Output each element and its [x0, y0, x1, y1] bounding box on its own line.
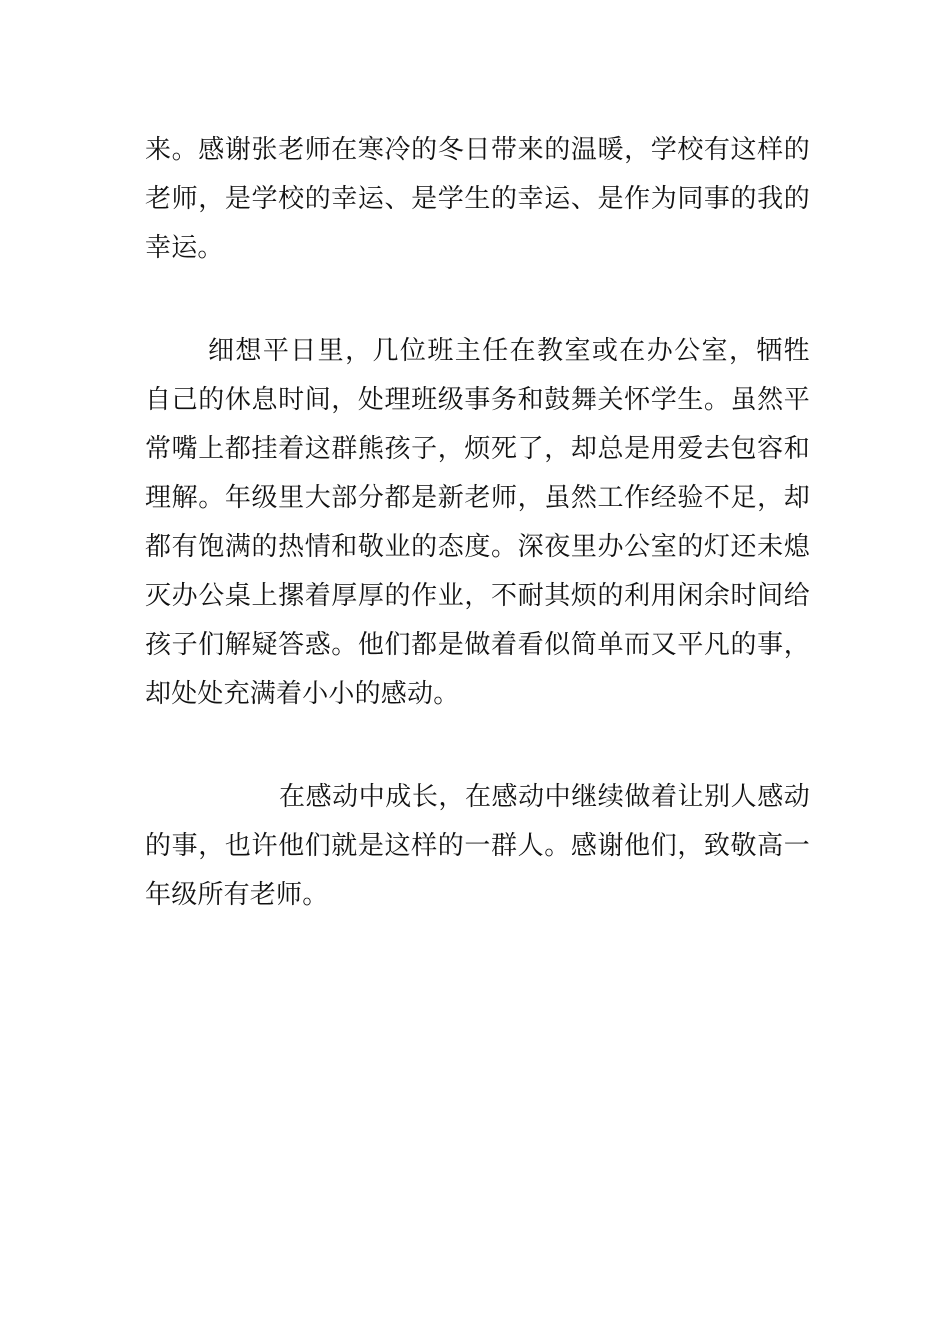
- paragraph-3: 在感动中成长，在感动中继续做着让别人感动的事，也许他们就是这样的一群人。感谢他们，致敬高一年级所有老师。: [145, 782, 810, 910]
- paragraph-2: 细想平日里，几位班主任在教室或在办公室，牺牲自己的休息时间，处理班级事务和鼓舞关怀学生。虽然平常嘴上都挂着这群熊孩子，烦死了，却总是用爱去包容和理解。年级里大部分都是新老师，虽然工作经验不足，却都有饱满的热情和敬业的态度。深夜里办公室的灯还未熄灭办公桌上摞着厚厚的作业，不耐其烦的利用闲余时间给孩子们解疑答惑。他们都是做着看似简单而又平凡的事，却处处充满着小小的感动。: [145, 336, 810, 709]
- paragraph-1: 来。感谢张老师在寒冷的冬日带来的温暖，学校有这样的老师，是学校的幸运、是学生的幸运、是作为同事的我的幸运。: [145, 135, 810, 263]
